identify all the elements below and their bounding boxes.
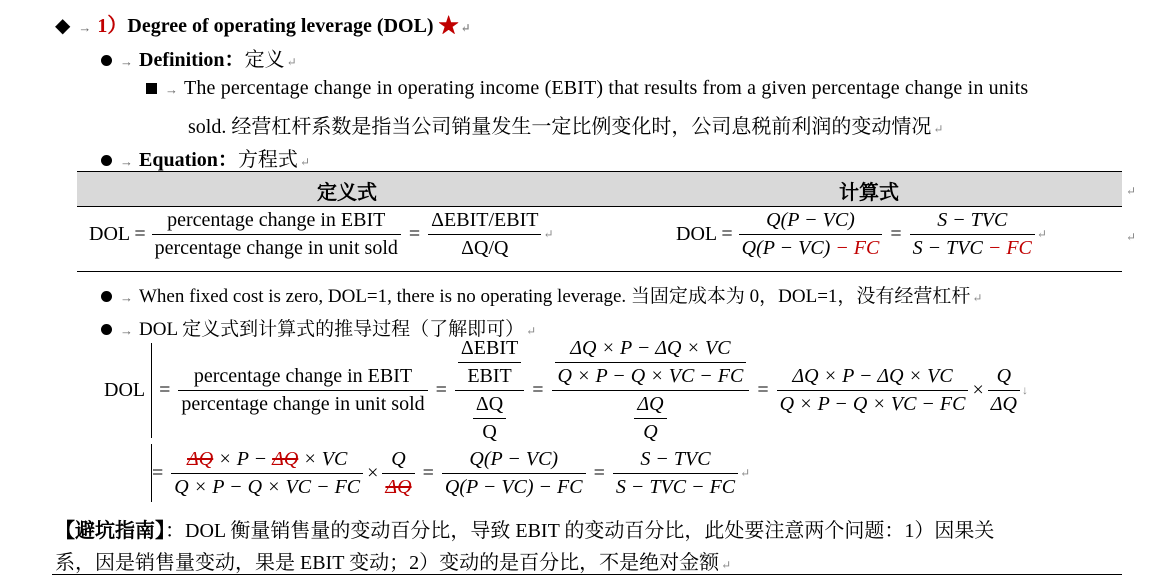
deriv-f5-denominator: ΔQ — [990, 392, 1017, 415]
heading-number: 1） — [97, 15, 128, 37]
deriv-f3-denominator — [631, 393, 669, 444]
tab-arrow-icon: → — [165, 82, 178, 97]
note-fixed-cost — [101, 281, 982, 308]
def-fraction-2 — [428, 209, 541, 260]
calc-fraction-1 — [739, 209, 883, 260]
heading-title: Degree of operating leverage (DOL) — [127, 15, 434, 37]
def-numerator: percentage change in EBIT — [167, 209, 386, 231]
return-mark-icon: ↵ — [460, 21, 471, 35]
deriv2-f4-denominator: S − TVC − FC — [615, 475, 736, 498]
round-bullet-icon — [101, 324, 112, 335]
times-sign: × — [972, 378, 984, 401]
equals-sign: = — [152, 461, 164, 484]
tab-arrow-icon: → — [120, 154, 133, 169]
tab-arrow-icon: → — [78, 20, 92, 35]
deriv2-f1-denominator: Q × P − Q × VC − FC — [174, 475, 361, 498]
definition-text-en2: sold. — [188, 116, 227, 138]
deriv2-fraction-2 — [382, 448, 414, 499]
tab-arrow-icon: → — [120, 290, 133, 305]
table-col-calculation: 计算式 — [839, 182, 899, 204]
calc-denominator-1: Q(P − VC) − FC — [741, 237, 880, 259]
guide-line-1 — [55, 514, 994, 543]
deriv-f1-numerator: percentage change in EBIT — [193, 364, 413, 387]
deriv-f2-num-num: ΔEBIT — [460, 336, 519, 359]
definition-line — [101, 43, 297, 72]
round-bullet-icon — [101, 291, 112, 302]
return-mark-icon: ↵ — [1036, 227, 1047, 241]
round-bullet-icon — [101, 55, 112, 66]
section-heading — [55, 9, 471, 38]
deriv-fraction-1 — [178, 365, 427, 416]
equation-cn: 方程式 — [237, 149, 298, 171]
note-text-cn: 当固定成本为 0，DOL=1，没有经营杠杆 — [630, 286, 971, 307]
calc-numerator-1: Q(P − VC) — [766, 209, 855, 231]
round-bullet-icon — [101, 155, 112, 166]
deriv-fraction-4 — [777, 365, 969, 416]
deriv-f3-numerator — [552, 337, 750, 388]
diamond-bullet-icon: ◆ — [55, 15, 71, 37]
deriv-fraction-3 — [552, 337, 750, 444]
equation-line — [101, 143, 310, 172]
equals-sign: = — [408, 223, 421, 245]
return-mark-icon: ↵ — [721, 558, 732, 572]
calc-fraction-2 — [910, 209, 1035, 260]
deriv2-f3-denominator: Q(P − VC) − FC — [444, 475, 583, 498]
bottom-rule — [52, 574, 1122, 575]
deriv-f2-den-den: Q — [482, 420, 497, 443]
definition-formula — [89, 209, 554, 260]
deriv-f5-numerator: Q — [996, 364, 1012, 387]
derivation-title: DOL 定义式到计算式的推导过程（了解即可） — [139, 319, 525, 340]
definition-label: Definition： — [139, 49, 245, 71]
note-text-en: When fixed cost is zero, DOL=1, there is no operating leverage. — [139, 286, 627, 307]
deriv-f2-den-num: ΔQ — [475, 392, 504, 415]
return-mark-icon: ↵ — [526, 324, 537, 338]
deriv2-f2-denominator: ΔQ — [385, 475, 412, 498]
deriv-f4-denominator: Q × P − Q × VC − FC — [779, 392, 966, 415]
star-icon: ★ — [438, 15, 459, 37]
times-sign: × — [367, 461, 379, 484]
guide-text-2: 系，因是销售量变动，果是 EBIT 变动；2）变动的是百分比，不是绝对金额 — [55, 552, 720, 574]
return-mark-icon: ↓ — [1021, 382, 1028, 397]
tab-arrow-icon: → — [120, 323, 133, 338]
deriv-fraction-2 — [455, 337, 524, 444]
derivation-row-1 — [104, 336, 1028, 443]
deriv-f2-denominator — [470, 393, 509, 444]
equation-label: Equation： — [139, 149, 238, 171]
deriv2-fraction-1 — [171, 448, 363, 499]
return-mark-icon: ↵ — [972, 291, 983, 305]
calc-lhs: DOL = — [676, 223, 733, 245]
definition-text-cn: 经营杠杆系数是指当公司销量发生一定比例变化时，公司息税前利润的变动情况 — [231, 116, 932, 138]
definition-text-en: The percentage change in operating income (EBIT) that results from a given percentage change in units — [184, 77, 1029, 99]
return-mark-icon: ↵ — [1126, 230, 1137, 244]
return-mark-icon: ↵ — [1126, 184, 1137, 198]
def-denominator-2: ΔQ/Q — [461, 237, 509, 259]
definition-cn: 定义 — [244, 49, 285, 71]
equals-sign: = — [890, 223, 902, 245]
return-mark-icon: ↵ — [933, 122, 944, 136]
table-bottom-border — [77, 271, 1122, 272]
deriv-f1-denominator: percentage change in unit sold — [181, 392, 425, 415]
dol-lhs: DOL = — [89, 223, 146, 245]
def-denominator: percentage change in unit sold — [154, 237, 398, 259]
deriv2-fraction-4 — [613, 448, 738, 499]
guide-line-2 — [55, 546, 731, 575]
def-numerator-2: ΔEBIT/EBIT — [431, 209, 539, 231]
return-mark-icon: ↵ — [543, 227, 554, 241]
guide-label: 【避坑指南】 — [55, 520, 165, 542]
calculation-formula — [676, 209, 1047, 260]
square-bullet-icon — [146, 83, 157, 94]
return-mark-icon: ↵ — [299, 155, 310, 169]
equals-sign: = — [593, 461, 605, 484]
deriv-f2-numerator — [455, 337, 524, 388]
return-mark-icon: ↵ — [286, 55, 297, 69]
return-mark-icon: ↵ — [740, 465, 751, 480]
calc-numerator-2: S − TVC — [937, 209, 1008, 231]
deriv2-f2-numerator: Q — [391, 447, 406, 470]
deriv-f4-numerator: ΔQ × P − ΔQ × VC — [792, 364, 953, 387]
equals-sign: = — [532, 378, 544, 401]
deriv-f3-num-den: Q × P − Q × VC − FC — [557, 364, 744, 387]
equals-sign: = — [435, 378, 447, 401]
equals-sign: = — [422, 461, 434, 484]
deriv-f2-num-den: EBIT — [467, 364, 512, 387]
definition-text-line1 — [146, 77, 1028, 100]
deriv2-fraction-3 — [442, 448, 586, 499]
calc-denominator-2: S − TVC − FC — [912, 237, 1032, 259]
deriv-f3-den-den: Q — [643, 420, 658, 443]
derivation-lhs: DOL — [104, 378, 146, 401]
deriv-fraction-5 — [988, 365, 1020, 416]
derivation-row-2 — [152, 444, 750, 502]
tab-arrow-icon: → — [120, 54, 133, 69]
deriv-f3-num-num: ΔQ × P − ΔQ × VC — [570, 336, 731, 359]
formula-table-header — [77, 171, 1122, 207]
equals-sign: = — [757, 378, 769, 401]
definition-text-line2 — [188, 110, 943, 139]
equals-sign: = — [159, 378, 171, 401]
deriv2-f1-numerator: ΔQ × P − ΔQ × VC — [187, 447, 348, 470]
def-fraction — [152, 209, 401, 260]
deriv2-f3-numerator: Q(P − VC) — [469, 447, 559, 470]
guide-text-1: ：DOL 衡量销售量的变动百分比，导致 EBIT 的变动百分比，此处要注意两个问题：1）因果关 — [165, 520, 995, 542]
table-col-definition: 定义式 — [317, 182, 377, 204]
deriv2-f4-numerator: S − TVC — [640, 447, 711, 470]
deriv-f3-den-num: ΔQ — [637, 392, 664, 415]
